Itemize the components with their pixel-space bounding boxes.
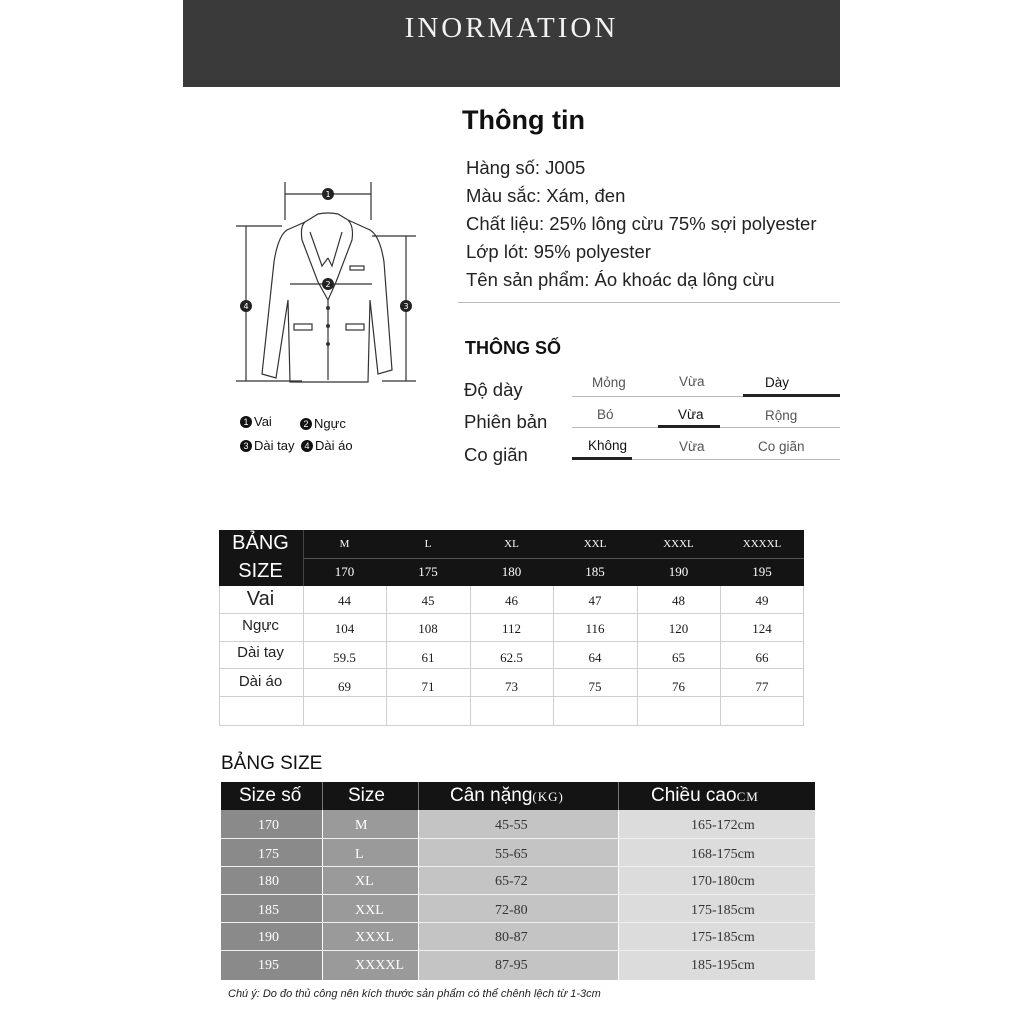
header-size: Size [348,785,385,806]
size-cell: XXL [355,903,384,918]
height-cell: 170-180cm [691,874,755,889]
row-divider [221,866,815,867]
table-cell: 77 [755,679,769,694]
jacket-measurement-diagram [228,178,428,390]
table-cell: 116 [585,621,605,636]
header-banner [183,0,840,87]
table-cell: 64 [588,650,602,665]
size-header-xxl: XXL [583,538,607,550]
table-cell: 45 [421,593,435,608]
column-size [323,810,418,980]
size-header-xxxxl: XXXXL [742,538,782,550]
header-weight: Cân nặng(KG) [450,785,564,806]
spec-label-stretch: Co giãn [464,444,528,465]
spec-option-co-gian: Co giãn [758,439,805,454]
row-divider [219,668,804,669]
size-cell: L [355,847,364,862]
height-header: 195 [752,564,772,579]
legend-item-dai-ao: 4 Dài áo [301,438,353,453]
marker-1: 1 [325,190,331,199]
size-no-cell: 190 [258,930,279,945]
marker-3: 3 [403,302,409,311]
table-cell: 44 [338,593,351,608]
legend-item-vai: 1 Vai [240,414,272,429]
size-header-m: M [339,538,350,550]
spec-option-bo: Bó [597,407,614,422]
table-cell: 46 [505,593,518,608]
table-cell: 73 [505,679,518,694]
spec-label-fit: Phiên bản [464,411,548,432]
spec-option-vua: Vừa [679,439,705,454]
row-divider [219,613,804,614]
size-cell: M [355,818,368,833]
table-cell: 112 [501,621,522,636]
table-cell: 59.5 [333,650,356,665]
size-cell: XXXL [355,930,394,945]
column-height [619,810,815,980]
height-header: 185 [585,564,605,579]
legend-item-nguc: 2 Ngực [300,416,346,431]
spec-selected-bar [743,394,840,397]
footnote: Chú ý: Do đo thủ công nên kích thước sản phẩm có thể chênh lệch từ 1-3cm [228,988,601,1000]
header-height: Chiều caoCM [651,785,759,806]
table-cell: 71 [421,679,435,694]
size-no-cell: 175 [258,847,279,862]
spec-option-vua: Vừa [678,407,704,422]
divider [458,302,840,303]
row-label-vai: Vai [246,588,275,610]
size-guide-title: BẢNG SIZE [221,753,323,774]
table-cell: 66 [755,650,769,665]
table-cell: 104 [334,621,355,636]
weight-cell: 55-65 [495,847,528,862]
table-cell: 65 [672,650,685,665]
banner-title: INORMATION [404,12,619,44]
size-no-cell: 185 [258,903,279,918]
row-label-dai-tay: Dài tay [237,644,284,661]
size-header-xl: XL [504,538,519,550]
weight-cell: 87-95 [495,958,528,973]
row-divider [221,950,815,951]
marker-4: 4 [243,302,249,311]
info-title: Thông tin [462,105,585,135]
spec-label-thickness: Độ dày [464,379,523,400]
spec-option-rong: Rộng [765,408,798,423]
header-divider [303,558,804,559]
height-cell: 175-185cm [691,930,755,945]
row-divider [221,894,815,895]
height-header: 180 [501,564,522,579]
table-cell: 61 [421,650,435,665]
height-cell: 175-185cm [691,903,755,918]
row-divider [219,696,804,697]
weight-cell: 65-72 [495,874,528,889]
spec-option-mong: Mỏng [592,375,626,390]
row-divider [221,838,815,839]
info-line-color: Màu sắc: Xám, đen [466,185,626,206]
height-cell: 165-172cm [691,818,755,833]
size-header-l: L [424,538,432,550]
info-line-item-no: Hàng số: J005 [466,157,586,178]
row-divider [221,922,815,923]
height-header: 190 [668,564,689,579]
weight-cell: 80-87 [495,930,528,945]
table-cell: 47 [588,593,602,608]
table-header-label-line1: BẢNG [232,532,289,554]
header-size-no: Size số [239,785,302,806]
spec-selected-bar [572,457,632,460]
info-line-product-name: Tên sản phẩm: Áo khoác dạ lông cừu [466,269,775,290]
weight-cell: 72-80 [495,903,528,918]
legend-item-dai-tay: 3 Dài tay [240,438,294,453]
height-cell: 168-175cm [691,847,755,862]
size-cell: XXXXL [355,958,404,973]
header-divider [418,782,419,810]
size-no-cell: 170 [258,818,279,833]
table-cell: 69 [338,679,351,694]
spec-option-day: Dày [765,375,790,390]
header-divider [618,782,619,810]
marker-2: 2 [325,280,331,289]
table-cell: 124 [752,621,772,636]
size-no-cell: 180 [258,874,279,889]
height-header: 175 [418,564,438,579]
table-cell: 120 [668,621,689,636]
specs-title: THÔNG SỐ [465,338,562,358]
table-cell: 76 [672,679,685,694]
table-cell: 108 [418,621,438,636]
weight-cell: 45-55 [495,818,528,833]
header-divider [322,782,323,810]
spec-option-vua: Vừa [679,374,705,389]
table-cell: 49 [755,593,769,608]
table-cell: 62.5 [500,650,523,665]
row-divider [219,641,804,642]
size-cell: XL [355,874,374,889]
height-cell: 185-195cm [691,958,755,973]
spec-option-khong: Không [588,438,628,453]
size-header-xxxl: XXXL [663,538,694,550]
table-cell: 48 [672,593,685,608]
row-label-nguc: Ngực [242,617,279,634]
info-line-lining: Lớp lót: 95% polyester [466,241,651,262]
size-no-cell: 195 [258,958,279,973]
info-list [466,155,817,295]
table-cell: 75 [588,679,602,694]
column-size-no [221,810,322,980]
table-header-label-line2: SIZE [238,560,283,582]
column-weight [419,810,618,980]
height-header: 170 [334,564,355,579]
spec-selected-bar [658,425,720,428]
info-line-material: Chất liệu: 25% lông cừu 75% sợi polyester [466,213,817,234]
row-label-dai-ao: Dài áo [238,673,283,690]
